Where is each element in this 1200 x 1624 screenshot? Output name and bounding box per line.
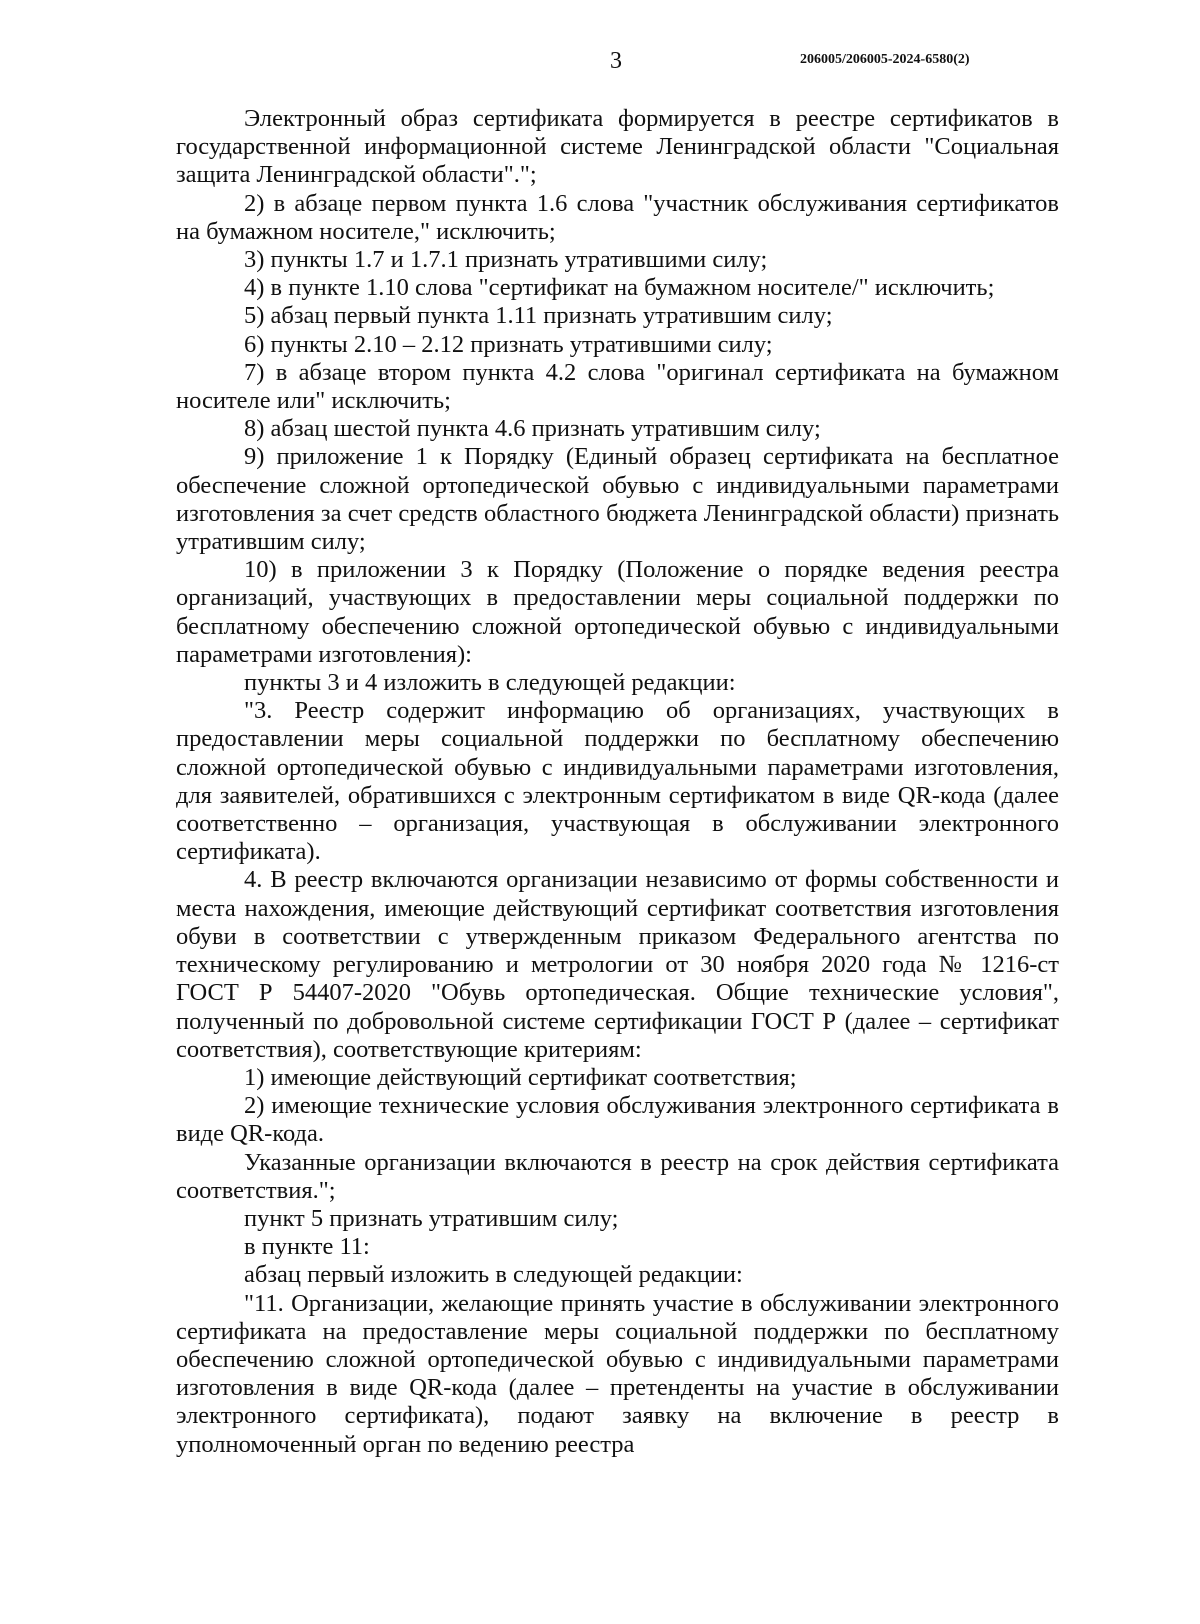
paragraph: Указанные организации включаются в реестр на срок действия сертификата соответствия."; xyxy=(176,1148,1059,1204)
paragraph: 4) в пункте 1.10 слова "сертификат на бумажном носителе/" исключить; xyxy=(244,274,995,302)
paragraph: абзац первый изложить в следующей редакции: xyxy=(244,1261,743,1289)
paragraph: 8) абзац шестой пункта 4.6 признать утратившим силу; xyxy=(244,415,821,443)
paragraph: пункты 3 и 4 изложить в следующей редакции: xyxy=(244,669,736,697)
paragraph: 6) пункты 2.10 – 2.12 признать утратившими силу; xyxy=(244,330,773,358)
paragraph: 4. В реестр включаются организации независимо от формы собственности и места нахождения, имеющие действующий сертификат соответствия изготовления обуви в соответствии с утвержденным приказом Федерального агентства по техническому регулированию и метрологии от 30 ноября 2020 года № 1216-ст ГОСТ Р 54407-2020 "Обувь ортопедическая. Общие технические условия", полученный по добровольной системе сертификации ГОСТ Р (далее – сертификат соответствия), соответствующие критериям: xyxy=(176,866,1059,1063)
paragraph: "3. Реестр содержит информацию об организациях, участвующих в предоставлении меры социальной поддержки по бесплатному обеспечению сложной ортопедической обувью с индивидуальными параметрами изготовления, для заявителей, обратившихся с электронным сертификатом в виде QR-кода (далее соответственно – организация, участвующая в обслуживании электронного сертификата). xyxy=(176,697,1059,866)
document-id: 206005/206005-2024-6580(2) xyxy=(800,52,970,67)
page-number: 3 xyxy=(610,48,622,74)
paragraph: Электронный образ сертификата формируется в реестре сертификатов в государственной информационной системе Ленинградской области "Социальная защита Ленинградской области"."; xyxy=(176,105,1059,189)
paragraph: 2) в абзаце первом пункта 1.6 слова "участник обслуживания сертификатов на бумажном носителе," исключить; xyxy=(176,189,1059,245)
paragraph: 1) имеющие действующий сертификат соответствия; xyxy=(244,1063,797,1091)
paragraph: 2) имеющие технические условия обслуживания электронного сертификата в виде QR-кода. xyxy=(176,1092,1059,1148)
paragraph: в пункте 11: xyxy=(244,1233,370,1261)
paragraph: "11. Организации, желающие принять участие в обслуживании электронного сертификата на предоставление меры социальной поддержки по бесплатному обеспечению сложной ортопедической обувью с индивидуальными параметрами изготовления в виде QR-кода (далее – претенденты на участие в обслуживании электронного сертификата), подают заявку на включение в реестр в уполномоченный орган по ведению реестра xyxy=(176,1289,1059,1458)
paragraph: 3) пункты 1.7 и 1.7.1 признать утратившими силу; xyxy=(244,246,768,274)
paragraph: 7) в абзаце втором пункта 4.2 слова "оригинал сертификата на бумажном носителе или" исключить; xyxy=(176,358,1059,415)
paragraph: 10) в приложении 3 к Порядку (Положение о порядке ведения реестра организаций, участвующих в предоставлении меры социальной поддержки по бесплатному обеспечению сложной ортопедической обувью с индивидуальными параметрами изготовления): xyxy=(176,556,1059,668)
paragraph: 9) приложение 1 к Порядку (Единый образец сертификата на бесплатное обеспечение сложной ортопедической обувью с индивидуальными параметрами изготовления за счет средств областного бюджета Ленинградской области) признать утратившим силу; xyxy=(176,443,1059,556)
paragraph: пункт 5 признать утратившим силу; xyxy=(244,1204,619,1232)
paragraph: 5) абзац первый пункта 1.11 признать утратившим силу; xyxy=(244,302,833,330)
document-body xyxy=(176,105,1059,1459)
